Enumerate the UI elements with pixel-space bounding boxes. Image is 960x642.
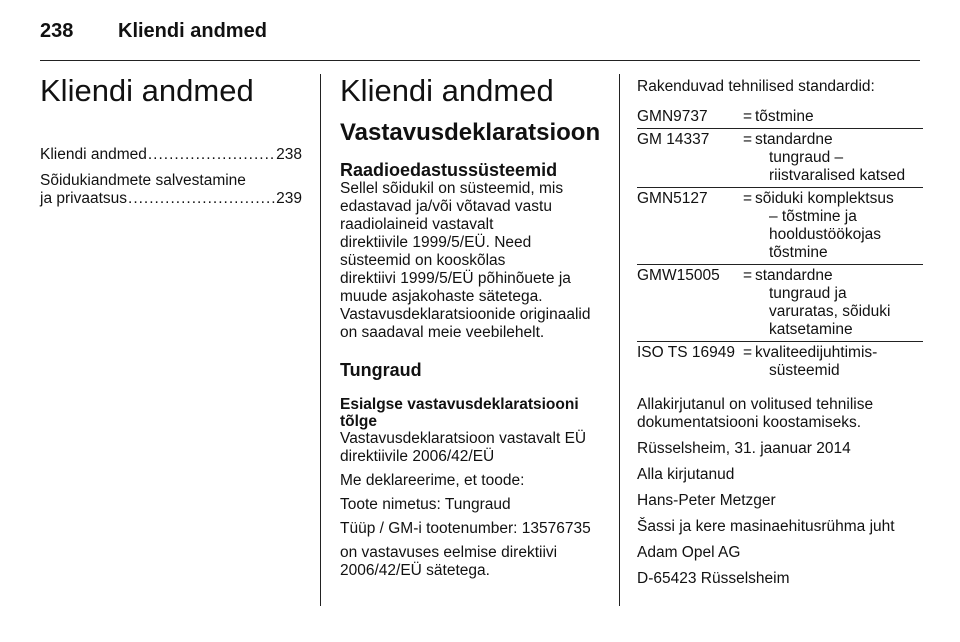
table-row	[637, 128, 923, 187]
desc-line: tungraud ja	[769, 285, 847, 302]
desc-line: süsteemid	[769, 362, 840, 379]
standard-description	[755, 131, 923, 185]
desc-line: tungraud –	[769, 149, 844, 166]
company-name: Adam Opel AG	[637, 544, 741, 561]
text-line: edastavad ja/või võtavad vastu	[340, 198, 552, 215]
text-line: Esialgse vastavusdeklaratsiooni	[340, 396, 579, 413]
jack-heading: Tungraud	[340, 360, 422, 380]
toc-entry[interactable]	[40, 146, 302, 164]
toc-entry[interactable]	[40, 172, 302, 208]
toc-entry-page: 239	[276, 190, 302, 207]
desc-line: – tõstmine ja	[769, 208, 857, 225]
section-title: Kliendi andmed	[340, 73, 554, 108]
equals-sign: =	[743, 267, 753, 284]
text-line: muude asjakohaste sätetega.	[340, 288, 543, 305]
standard-description	[755, 344, 923, 380]
desc-line: riistvaralised katsed	[769, 167, 906, 184]
toc-entry-label-cont: ja privaatsus	[40, 190, 128, 207]
radio-paragraph	[340, 180, 602, 342]
desc-line: katsetamine	[769, 321, 853, 338]
text-line: direktiivile 2006/42/EÜ	[340, 448, 495, 465]
toc-entry-page: 238	[276, 146, 302, 163]
standard-code: GM 14337	[637, 131, 710, 148]
toc-leader	[148, 146, 275, 164]
page-number: 238	[40, 20, 74, 42]
signatory-name: Hans-Peter Metzger	[637, 492, 776, 509]
place-date: Rüsselsheim, 31. jaanuar 2014	[637, 440, 851, 457]
directive-paragraph	[340, 430, 602, 466]
text-line: Vastavusdeklaratsioon vastavalt EÜ	[340, 430, 587, 447]
text-line: on saadaval meie veebilehelt.	[340, 324, 545, 341]
page-header	[40, 16, 920, 52]
radio-heading: Raadioedastussüsteemid	[340, 160, 558, 180]
table-row	[637, 341, 923, 382]
standard-code: ISO TS 16949	[637, 344, 735, 361]
running-title: Kliendi andmed	[118, 20, 267, 42]
text-line: 2006/42/EÜ sätetega.	[340, 562, 490, 579]
desc-line: tõstmine	[769, 244, 828, 261]
header-rule	[40, 60, 920, 61]
standards-intro: Rakenduvad tehnilised standardid:	[637, 78, 875, 95]
desc-line: standardne	[755, 267, 833, 284]
table-row	[637, 106, 923, 128]
product-name: Toote nimetus: Tungraud	[340, 496, 511, 513]
text-line: direktiivile 1999/5/EÜ. Need	[340, 234, 532, 251]
desc-line: sõiduki komplektsus	[755, 190, 894, 207]
standards-table	[637, 106, 923, 382]
text-line: dokumentatsiooni koostamiseks.	[637, 414, 862, 431]
equals-sign: =	[743, 344, 753, 361]
type-number: Tüüp / GM-i tootenumber: 13576735	[340, 520, 591, 537]
signatory-role: Šassi ja kere masinaehitusrühma juht	[637, 518, 895, 535]
toc-entry-label: Kliendi andmed	[40, 146, 147, 163]
company-address: D-65423 Rüsselsheim	[637, 570, 790, 587]
standard-description	[755, 267, 923, 339]
standard-code: GMN5127	[637, 190, 708, 207]
translation-heading	[340, 396, 602, 430]
text-line: süsteemid on kooskõlas	[340, 252, 506, 269]
standard-description	[755, 190, 923, 262]
standard-description	[755, 108, 923, 126]
desc-line: varuratas, sõiduki	[769, 303, 891, 320]
desc-line: standardne	[755, 131, 833, 148]
text-line: tõlge	[340, 413, 378, 430]
equals-sign: =	[743, 108, 753, 125]
left-column	[40, 72, 302, 216]
text-line: direktiivi 1999/5/EÜ põhinõuete ja	[340, 270, 571, 287]
subsection-title: Vastavusdeklaratsioon	[340, 119, 601, 146]
table-of-contents	[40, 146, 302, 208]
desc-line: tõstmine	[755, 108, 814, 125]
conformity-paragraph	[340, 544, 602, 580]
equals-sign: =	[743, 190, 753, 207]
middle-column	[340, 72, 602, 580]
text-line: Sellel sõidukil on süsteemid, mis	[340, 180, 564, 197]
table-row	[637, 187, 923, 264]
toc-entry-label: Sõidukiandmete salvestamine	[40, 172, 246, 189]
right-column	[637, 78, 923, 588]
desc-line: kvaliteedijuhtimis-	[755, 344, 878, 361]
table-row	[637, 264, 923, 341]
equals-sign: =	[743, 131, 753, 148]
text-line: on vastavuses eelmise direktiivi	[340, 544, 558, 561]
column-divider	[320, 74, 321, 606]
standard-code: GMN9737	[637, 108, 708, 125]
authorization-paragraph	[637, 396, 923, 432]
desc-line: hooldustöökojas	[769, 226, 882, 243]
column-divider	[619, 74, 620, 606]
chapter-title: Kliendi andmed	[40, 73, 254, 108]
undersigned-label: Alla kirjutanud	[637, 466, 735, 483]
declaration-text: Me deklareerime, et toode:	[340, 472, 525, 489]
standard-code: GMW15005	[637, 267, 720, 284]
text-line: raadiolaineid vastavalt	[340, 216, 494, 233]
text-line: Allakirjutanul on volitused tehnilise	[637, 396, 874, 413]
text-line: Vastavusdeklaratsioonide originaalid	[340, 306, 591, 323]
toc-leader	[128, 190, 275, 208]
